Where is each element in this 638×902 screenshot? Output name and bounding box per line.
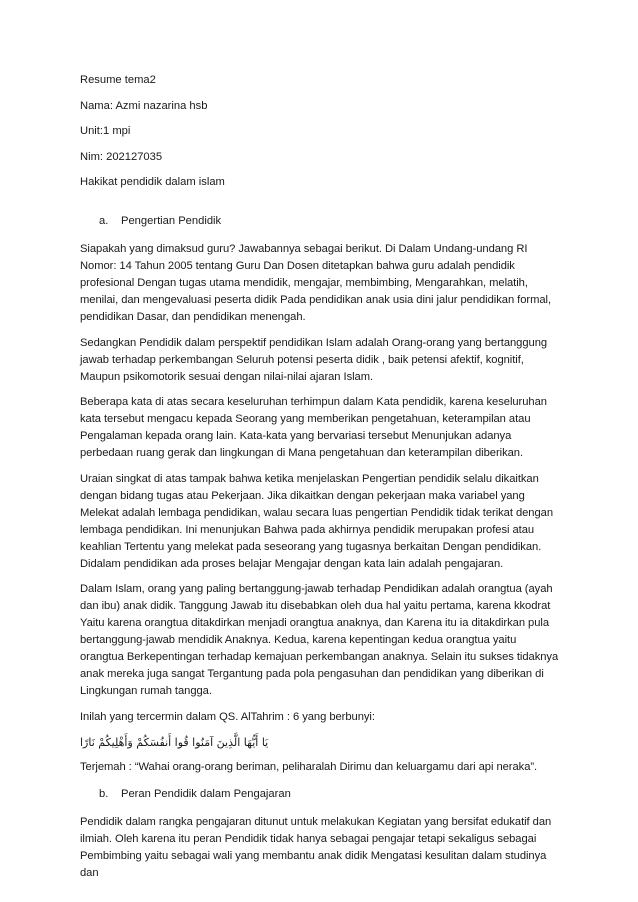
section-b-title: Peran Pendidik dalam Pengajaran: [121, 788, 291, 800]
quran-verse: يَا أَيُّهَا الَّذِينَ آمَنُوا قُوا أَنفُسَكُمْ وَأَهْلِيكُمْ نَارًا: [80, 736, 269, 749]
student-name: Nama: Azmi nazarina hsb: [80, 99, 208, 112]
paragraph-uraian-singkat: Uraian singkat di atas tampak bahwa ketika menjelaskan Pengertian pendidik selalu dikaitkan dengan bidang tugas atau Pekerjaan. Jika dikaitkan dengan pekerjaan maka variabel yang Melekat adalah lembaga pendidikan, walau secara luas pengertian Pendidik tidak terikat dengan lembaga pendidikan. Ini menunjukan Bahwa pada akhirnya pendidik merupakan profesi atau keahlian Tertentu yang melekat pada seseorang yang tugasnya berkaitan Dengan pendidikan. Didalam pendidikan ada proses belajar Mengajar dengan kata lain adalah pengajaran.: [80, 472, 553, 570]
section-b-heading: [80, 786, 560, 803]
section-b-marker: b.: [99, 788, 109, 800]
document-page: [80, 72, 560, 891]
student-nim: Nim: 202127035: [80, 150, 163, 163]
paragraph-qs-intro: Inilah yang tercermin dalam QS. AlTahrim : 6 yang berbunyi:: [80, 710, 375, 723]
resume-title: Resume tema2: [80, 74, 156, 86]
paragraph-perspektif-islam: Sedangkan Pendidik dalam perspektif pendidikan Islam adalah Orang-orang yang bertanggung jawab terhadap perkembangan Seluruh potensi peserta didik , baik petensi afektif, kognitif, Maupun psikomotorik sesuai dengan nilai-nilai ajaran Islam.: [80, 336, 548, 383]
verse-translation: Terjemah : “Wahai orang-orang beriman, peliharalah Dirimu dan keluargamu dari api neraka”.: [80, 761, 538, 773]
document-topic: Hakikat pendidik dalam islam: [80, 176, 225, 188]
paragraph-peran-pendidik: Pendidik dalam rangka pengajaran ditunut untuk melakukan Kegiatan yang bersifat edukatif dan ilmiah. Oleh karena itu peran Pendidik tidak hanya sebagai pengajar tetapi sekaligus sebagai Pembimbing yaitu sebagai wali yang membantu anak didik Mengatasi kesulitan dalam studinya dan: [80, 816, 552, 879]
section-a-marker: a.: [99, 215, 109, 227]
paragraph-dalam-islam: Dalam Islam, orang yang paling bertanggung-jawab terhadap Pendidikan adalah orangtua (ayah dan ibu) anak didik. Tanggung Jawab itu disebabkan oleh dua hal yaitu pertama, karena kkodrat Yaitu karena orangtua ditakdirkan menjadi orangtua anaknya, dan Karena itu ia ditakdirkan pula bertanggung-jawab mendidik Anaknya. Kedua, karena kepentingan kedua orangtua yaitu orangtua Berkepentingan terhadap kemajuan perkembangan anaknya. Selain itu sukses tidaknya anak mereka juga sangat Tergantung pada pola pengasuhan dan pendidikan yang diberikan di Lingkungan rumah tangga.: [80, 583, 559, 697]
paragraph-kata-pendidik: Beberapa kata di atas secara keseluruhan terhimpun dalam Kata pendidik, karena keseluruhan kata tersebut mengacu kepada Seorang yang memberikan pengetahuan, keterampilan atau Pengalaman kepada orang lain. Kata-kata yang bervariasi tersebut Menunjukan adanya perbedaan ruang gerak dan lingkungan di Mana pengetahuan dan keterampilan diberikan.: [80, 396, 547, 459]
section-a-heading: [80, 213, 560, 230]
student-unit: Unit:1 mpi: [80, 125, 131, 137]
paragraph-definition-guru: Siapakah yang dimaksud guru? Jawabannya sebagai berikut. Di Dalam Undang-undang RI Nomor: 14 Tahun 2005 tentang Guru Dan Dosen ditetapkan bahwa guru adalah pendidik profesional Dengan tugas utama mendidik, mengajar, membimbing, Mengarahkan, melatih, menilai, dan mengevaluasi peserta didik Pada pendidikan anak usia dini jalur pendidikan formal, pendidikan Dasar, dan pendidikan menengah.: [80, 243, 552, 323]
section-a-title: Pengertian Pendidik: [121, 215, 222, 227]
